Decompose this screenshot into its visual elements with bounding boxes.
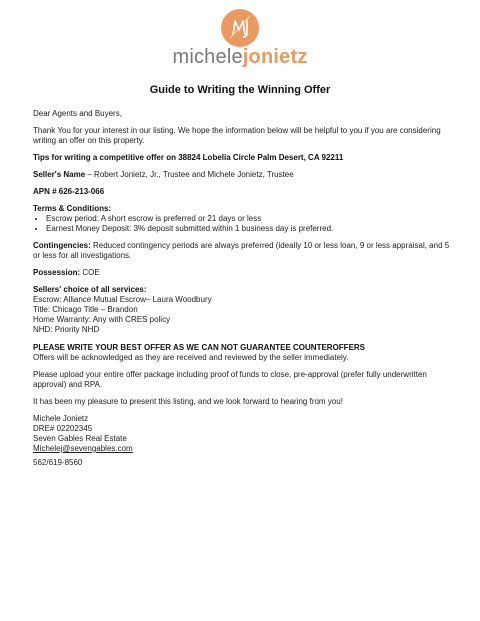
signature-company: Seven Gables Real Estate	[33, 434, 127, 443]
mj-monogram-circle-icon	[220, 8, 260, 48]
closing-line: It has been my pleasure to present this listing, and we look forward to hearing from you!	[33, 397, 343, 406]
upload-note: Please upload your entire offer package including proof of funds to close, pre-approval (prefer fully underwritten approval) and RPA.	[33, 370, 427, 389]
document-body	[33, 109, 453, 468]
services-nhd: NHD: Priority NHD	[33, 325, 100, 334]
services-escrow: Escrow: Alliance Mutual Escrow– Laura Woodbury	[33, 295, 212, 304]
logo-wordmark	[0, 46, 480, 68]
warning-heading: PLEASE WRITE YOUR BEST OFFER AS WE CAN NOT GUARANTEE COUNTEROFFERS	[33, 343, 366, 352]
seller-label: Seller's Name	[33, 170, 86, 179]
intro-paragraph: Thank You for your interest in our listing. We hope the information below will be helpful to you if you are considering writing an offer on this property.	[33, 126, 441, 145]
possession-value: COE	[80, 268, 100, 277]
signature-dre: DRE# 02202345	[33, 424, 93, 433]
contingencies-label: Contingencies:	[33, 241, 91, 250]
seller-line	[33, 170, 453, 180]
signature-name: Michele Jonietz	[33, 414, 89, 423]
contingencies-value: Reduced contingency periods are always preferred (ideally 10 or less loan, 9 or less appraisal, and 5 or less for all investigations.	[33, 241, 450, 260]
list-item: • Earnest Money Deposit: 3% deposit submitted within 1 business day is preferred.	[46, 224, 453, 234]
services-warranty: Home Warranty: Any with CRES policy	[33, 315, 171, 324]
terms-heading: Terms & Conditions:	[33, 204, 112, 213]
warning-text: Offers will be acknowledged as they are received and reviewed by the seller immediately.	[33, 353, 349, 362]
services-heading: Sellers' choice of all services:	[33, 285, 147, 294]
signature-phone: 562/619-8560	[33, 458, 83, 467]
tips-heading: Tips for writing a competitive offer on 38824 Lobelia Circle Palm Desert, CA 92211	[33, 153, 344, 162]
possession-label: Possession:	[33, 268, 81, 277]
logo-last-name: jonietz	[242, 46, 308, 68]
services-title: Title: Chicago Title – Brandon	[33, 305, 138, 314]
signature-email-link[interactable]: Michelej@sevengables.com	[33, 444, 133, 453]
apn-line: APN # 626-213-066	[33, 187, 105, 196]
list-item: • Escrow period: A short escrow is preferred or 21 days or less	[46, 214, 453, 224]
greeting: Dear Agents and Buyers,	[33, 109, 122, 118]
logo-first-name: michele	[172, 46, 243, 68]
contingencies-line	[33, 241, 453, 261]
brand-logo	[0, 8, 480, 68]
possession-line	[33, 268, 453, 278]
seller-value: – Robert Jonietz, Jr., Trustee and Michele Jonietz, Trustee	[85, 170, 294, 179]
document-title: Guide to Writing the Winning Offer	[149, 84, 331, 96]
terms-list	[33, 214, 453, 234]
